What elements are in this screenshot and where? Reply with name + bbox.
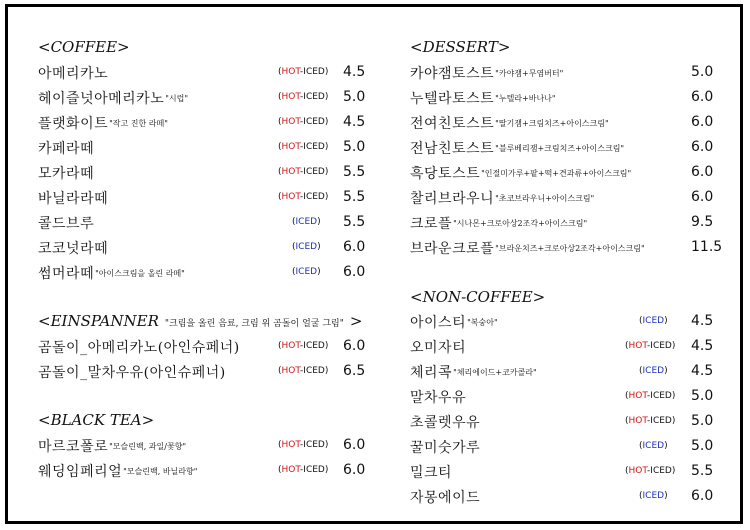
temp-hot: HOT	[281, 465, 301, 475]
item-name-text: 콜드브루	[38, 216, 95, 232]
right-column	[375, 0, 735, 530]
section-heading-einspanner	[38, 312, 362, 330]
item-price: 6.0	[691, 189, 714, 205]
item-name-text: 헤이즐넛아메리카노	[38, 91, 165, 107]
item-price: 11.5	[691, 239, 723, 255]
menu-item-name	[38, 263, 185, 283]
section-heading-non-coffee	[410, 288, 545, 306]
item-price: 6.0	[343, 239, 366, 255]
temp-dash: -	[300, 67, 304, 77]
menu-item-name	[38, 63, 108, 83]
item-price: 6.0	[691, 488, 714, 504]
item-price: 5.0	[343, 89, 366, 105]
temp-iced: ICED	[303, 142, 325, 152]
item-temperature: (HOT-ICED)	[625, 391, 676, 401]
item-description: "체리에이드+코카콜라"	[453, 368, 537, 377]
item-description: "초코브라우니+아이스크림"	[495, 194, 595, 203]
item-name-text: 밀크티	[410, 465, 453, 481]
menu-item	[0, 88, 366, 110]
temp-dash: -	[300, 366, 304, 376]
menu-item-name	[410, 462, 452, 482]
menu-item	[0, 63, 366, 85]
item-temperature: (HOT-ICED)	[278, 440, 329, 450]
temp-iced: ICED	[650, 341, 672, 351]
menu-item-name	[410, 412, 480, 432]
menu-item	[375, 337, 735, 359]
menu-item	[0, 263, 366, 285]
menu-item	[375, 362, 735, 384]
menu-item	[375, 138, 735, 160]
section-title: <BLACK TEA>	[38, 411, 155, 429]
menu-item-name	[410, 437, 480, 457]
item-name-text: 곰돌이_아메리카노(아인슈페너)	[38, 340, 240, 356]
menu-item-name	[410, 188, 594, 208]
item-price: 6.0	[691, 139, 714, 155]
item-price: 5.5	[343, 189, 366, 205]
menu-item-name	[38, 88, 188, 108]
temp-iced: ICED	[303, 192, 325, 202]
item-name-text: 마르코폴로	[38, 439, 109, 455]
menu-item	[0, 238, 366, 260]
menu-item-name	[410, 362, 537, 382]
item-temperature: (ICED)	[292, 217, 321, 227]
item-temperature: (ICED)	[639, 491, 668, 501]
temp-iced: ICED	[303, 366, 325, 376]
temp-iced: ICED	[642, 441, 665, 451]
item-temperature: (HOT-ICED)	[278, 465, 329, 475]
item-name-text: 초콜렛우유	[410, 415, 481, 431]
temp-hot: HOT	[281, 92, 301, 102]
section-note: "크림을 올린 음료, 크림 위 곰돌이 얼굴 그림"	[164, 319, 344, 329]
item-name-text: 카페라떼	[38, 141, 95, 157]
item-price: 5.0	[691, 413, 714, 429]
temp-iced: ICED	[303, 465, 325, 475]
menu-item	[0, 436, 366, 458]
item-description: "모슬린백, 바닐라향"	[123, 467, 198, 476]
temp-dash: -	[300, 440, 304, 450]
item-description: "카야잼+무염버터"	[495, 69, 564, 78]
menu-item-name	[38, 436, 186, 456]
menu-item	[375, 113, 735, 135]
section-heading-dessert	[410, 38, 510, 56]
section-heading-coffee	[38, 38, 130, 56]
temp-iced: ICED	[303, 117, 325, 127]
temp-hot: HOT	[281, 366, 301, 376]
temp-iced: ICED	[295, 267, 318, 277]
item-name-text: 브라운크로플	[410, 241, 495, 257]
item-name-text: 썸머라떼	[38, 266, 95, 282]
temp-dash: -	[647, 416, 651, 426]
menu-item	[375, 63, 735, 85]
menu-item-name	[38, 238, 108, 258]
item-name-text: 누텔라토스트	[410, 91, 495, 107]
item-name-text: 곰돌이_말차우유(아인슈페너)	[38, 365, 226, 381]
item-temperature: (HOT-ICED)	[278, 366, 329, 376]
item-temperature: (HOT-ICED)	[278, 341, 329, 351]
menu-item-name	[38, 188, 108, 208]
item-price: 6.0	[343, 437, 366, 453]
temp-iced: ICED	[650, 391, 672, 401]
item-name-text: 코코넛라떼	[38, 241, 109, 257]
item-temperature: (HOT-ICED)	[278, 67, 329, 77]
temp-hot: HOT	[628, 341, 648, 351]
menu-item-name	[410, 387, 466, 407]
item-price: 5.0	[691, 438, 714, 454]
menu-item	[375, 213, 735, 235]
item-description: "인절미가루+팥+떡+견과류+아이스크림"	[481, 169, 632, 178]
menu-item-name	[410, 88, 556, 108]
menu-item-name	[410, 312, 498, 332]
item-price: 6.0	[343, 338, 366, 354]
section-title-end: >	[349, 312, 363, 330]
item-description: "딸기잼+크림치즈+아이스크림"	[495, 119, 609, 128]
menu-item	[375, 163, 735, 185]
temp-iced: ICED	[303, 167, 325, 177]
menu-item	[0, 337, 366, 359]
item-temperature: (HOT-ICED)	[278, 142, 329, 152]
menu-item	[0, 138, 366, 160]
section-title: <DESSERT>	[410, 38, 511, 56]
temp-dash: -	[300, 465, 304, 475]
temp-dash: -	[647, 391, 651, 401]
menu-item-name	[410, 138, 624, 158]
temp-iced: ICED	[650, 416, 672, 426]
item-price: 4.5	[343, 114, 366, 130]
menu-item	[375, 188, 735, 210]
item-description: "브라운치즈+크로아상2조각+아이스크림"	[495, 244, 645, 253]
temp-hot: HOT	[628, 391, 648, 401]
item-price: 5.5	[343, 164, 366, 180]
item-temperature: (ICED)	[292, 267, 321, 277]
temp-iced: ICED	[303, 92, 325, 102]
menu-item	[375, 387, 735, 409]
item-price: 4.5	[343, 64, 366, 80]
menu-item	[375, 412, 735, 434]
section-title: <NON-COFFEE>	[410, 288, 546, 306]
menu-item-name	[410, 337, 466, 357]
menu-item-name	[38, 461, 197, 481]
menu-item	[375, 238, 735, 260]
item-description: "누텔라+바나나"	[495, 94, 556, 103]
temp-iced: ICED	[303, 341, 325, 351]
item-description: "아이스크림을 올린 라떼"	[95, 269, 185, 278]
temp-hot: HOT	[281, 67, 301, 77]
menu-item-name	[38, 213, 94, 233]
item-temperature: (HOT-ICED)	[625, 466, 676, 476]
item-temperature: (HOT-ICED)	[278, 117, 329, 127]
item-name-text: 꿀미숫가루	[410, 440, 481, 456]
item-description: "시럽"	[165, 94, 189, 103]
temp-hot: HOT	[628, 416, 648, 426]
item-description: "복숭아"	[467, 318, 498, 327]
item-price: 5.5	[343, 214, 366, 230]
item-temperature: (ICED)	[292, 242, 321, 252]
temp-dash: -	[300, 192, 304, 202]
item-price: 4.5	[691, 338, 714, 354]
item-name-text: 흑당토스트	[410, 166, 481, 182]
item-temperature: (ICED)	[639, 366, 668, 376]
menu-item-name	[410, 163, 631, 183]
menu-item	[375, 312, 735, 334]
temp-dash: -	[647, 341, 651, 351]
left-column	[0, 0, 366, 530]
item-name-text: 웨딩임페리얼	[38, 464, 123, 480]
menu-item	[0, 163, 366, 185]
item-name-text: 플랫화이트	[38, 116, 109, 132]
section-heading-black-tea	[38, 411, 154, 429]
temp-iced: ICED	[642, 316, 665, 326]
temp-iced: ICED	[642, 491, 665, 501]
item-temperature: (HOT-ICED)	[625, 341, 676, 351]
menu-item-name	[410, 238, 645, 258]
temp-iced: ICED	[303, 67, 325, 77]
menu-item	[375, 88, 735, 110]
menu-item-name	[410, 113, 609, 133]
item-name-text: 체리콕	[410, 365, 453, 381]
item-temperature: (HOT-ICED)	[278, 167, 329, 177]
menu-item-name	[410, 213, 587, 233]
temp-hot: HOT	[281, 142, 301, 152]
item-name-text: 말차우유	[410, 390, 467, 406]
item-price: 6.0	[691, 114, 714, 130]
temp-iced: ICED	[642, 366, 665, 376]
temp-dash: -	[647, 466, 651, 476]
item-name-text: 아이스티	[410, 315, 467, 331]
menu-item	[0, 461, 366, 483]
item-price: 5.0	[691, 388, 714, 404]
menu-item	[0, 188, 366, 210]
item-temperature: (HOT-ICED)	[278, 192, 329, 202]
item-price: 6.0	[691, 164, 714, 180]
temp-iced: ICED	[295, 217, 318, 227]
temp-dash: -	[300, 92, 304, 102]
temp-dash: -	[300, 117, 304, 127]
item-price: 9.5	[691, 214, 714, 230]
item-temperature: (HOT-ICED)	[625, 416, 676, 426]
menu-item	[375, 437, 735, 459]
item-price: 6.5	[343, 363, 366, 379]
menu-item-name	[38, 163, 94, 183]
item-price: 4.5	[691, 363, 714, 379]
item-temperature: (ICED)	[639, 316, 668, 326]
menu-item-name	[38, 337, 240, 357]
item-name-text: 바닐라라떼	[38, 191, 109, 207]
temp-dash: -	[300, 167, 304, 177]
temp-iced: ICED	[303, 440, 325, 450]
temp-iced: ICED	[650, 466, 672, 476]
temp-hot: HOT	[281, 440, 301, 450]
item-name-text: 오미자티	[410, 340, 467, 356]
menu-item-name	[38, 113, 168, 133]
item-temperature: (ICED)	[639, 441, 668, 451]
temp-hot: HOT	[628, 466, 648, 476]
menu-item-name	[410, 63, 563, 83]
menu-item-name	[38, 362, 226, 382]
item-name-text: 전남친토스트	[410, 141, 495, 157]
item-name-text: 아메리카노	[38, 66, 109, 82]
item-description: "블루베리잼+크림치즈+아이스크림"	[495, 144, 625, 153]
item-name-text: 크로플	[410, 216, 453, 232]
item-price: 6.0	[343, 264, 366, 280]
item-description: "작고 진한 라떼"	[109, 119, 168, 128]
item-name-text: 찰리브라우니	[410, 191, 495, 207]
temp-hot: HOT	[281, 341, 301, 351]
item-price: 6.0	[691, 89, 714, 105]
item-description: "시나몬+크로아상2조각+아이스크림"	[453, 219, 588, 228]
menu-item-name	[38, 138, 94, 158]
menu-item	[0, 113, 366, 135]
section-title: <COFFEE>	[38, 38, 130, 56]
menu-item-name	[410, 487, 480, 507]
temp-dash: -	[300, 341, 304, 351]
item-price: 6.0	[343, 462, 366, 478]
temp-dash: -	[300, 142, 304, 152]
item-description: "모슬린백, 과일/꽃향"	[109, 442, 187, 451]
section-title: <EINSPANNER	[38, 312, 159, 330]
temp-hot: HOT	[281, 117, 301, 127]
menu-item	[0, 213, 366, 235]
item-price: 5.0	[691, 64, 714, 80]
menu-item	[0, 362, 366, 384]
item-price: 5.0	[343, 139, 366, 155]
item-name-text: 모카라떼	[38, 166, 95, 182]
menu-item	[375, 462, 735, 484]
temp-hot: HOT	[281, 167, 301, 177]
item-name-text: 카야잼토스트	[410, 66, 495, 82]
temp-hot: HOT	[281, 192, 301, 202]
item-name-text: 전여친토스트	[410, 116, 495, 132]
temp-iced: ICED	[295, 242, 318, 252]
item-temperature: (HOT-ICED)	[278, 92, 329, 102]
item-name-text: 자몽에이드	[410, 490, 481, 506]
item-price: 5.5	[691, 463, 714, 479]
menu-item	[375, 487, 735, 509]
item-price: 4.5	[691, 313, 714, 329]
